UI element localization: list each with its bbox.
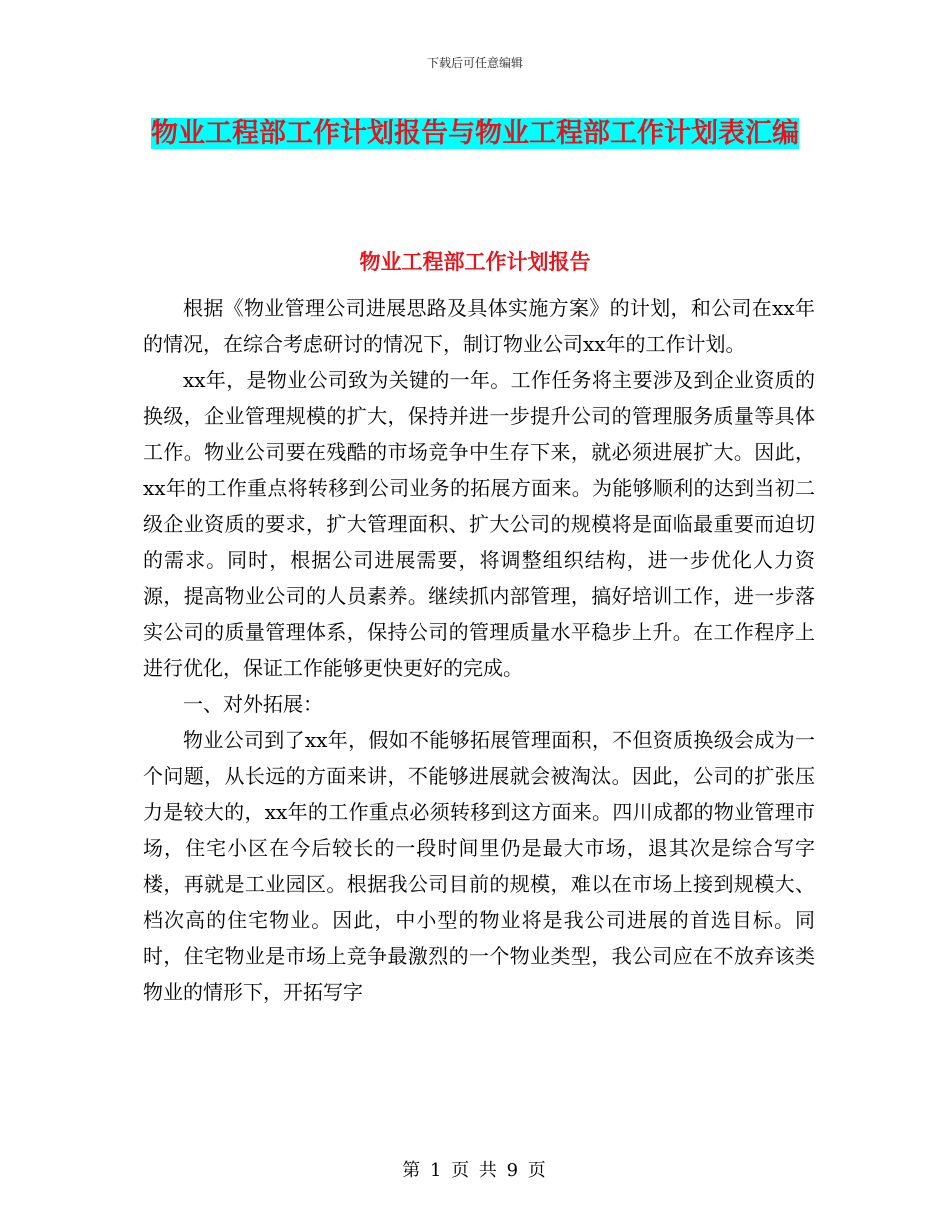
paragraph-expansion: 物业公司到了xx年，假如不能够拓展管理面积，不但资质换级会成为一个问题，从长远的方面来讲，不能够进展就会被淘汰。因此，公司的扩张压力是较大的，xx年的工作重点必须转移到这方面来。四川成都的物业管理市场，住宅小区在今后较长的一段时间里仍是最大市场，退其次是综合写字楼，再就是工业园区。根据我公司目前的规模，难以在市场上接到规模大、档次高的住宅物业。因此，中小型的物业将是我公司进展的首选目标。同时，住宅物业是市场上竞争最激烈的一个物业类型，我公司应在不放弃该类物业的情形下，开拓写字 (143, 728, 815, 1004)
paragraph-overview: xx年，是物业公司致为关键的一年。工作任务将主要涉及到企业资质的换级，企业管理规模的扩大，保持并进一步提升公司的管理服务质量等具体工作。物业公司要在残酷的市场竞争中生存下来，就必须进展扩大。因此，xx年的工作重点将转移到公司业务的拓展方面来。为能够顺利的达到当初二级企业资质的要求，扩大管理面积、扩大公司的规模将是面临最重要而迫切的需求。同时，根据公司进展需要，将调整组织结构，进一步优化人力资源，提高物业公司的人员素养。继续抓内部管理，搞好培训工作，进一步落实公司的质量管理体系，保持公司的管理质量水平稳步上升。在工作程序上进行优化，保证工作能够更快更好的完成。 (143, 368, 815, 680)
paragraph-heading-expansion: 一、对外拓展： (183, 692, 323, 716)
document-title-text: 物业工程部工作计划报告与物业工程部工作计划表汇编 (151, 118, 799, 149)
document-title (140, 108, 810, 160)
document-body (143, 290, 815, 1010)
page-number-footer: 第 1 页 共 9 页 (402, 1160, 548, 1181)
header-note: 下载后可任意编辑 (426, 56, 523, 70)
section-title: 物业工程部工作计划报告 (359, 250, 591, 274)
paragraph-intro: 根据《物业管理公司进展思路及具体实施方案》的计划，和公司在xx年的情况，在综合考虑研讨的情况下，制订物业公司xx年的工作计划。 (143, 296, 815, 356)
